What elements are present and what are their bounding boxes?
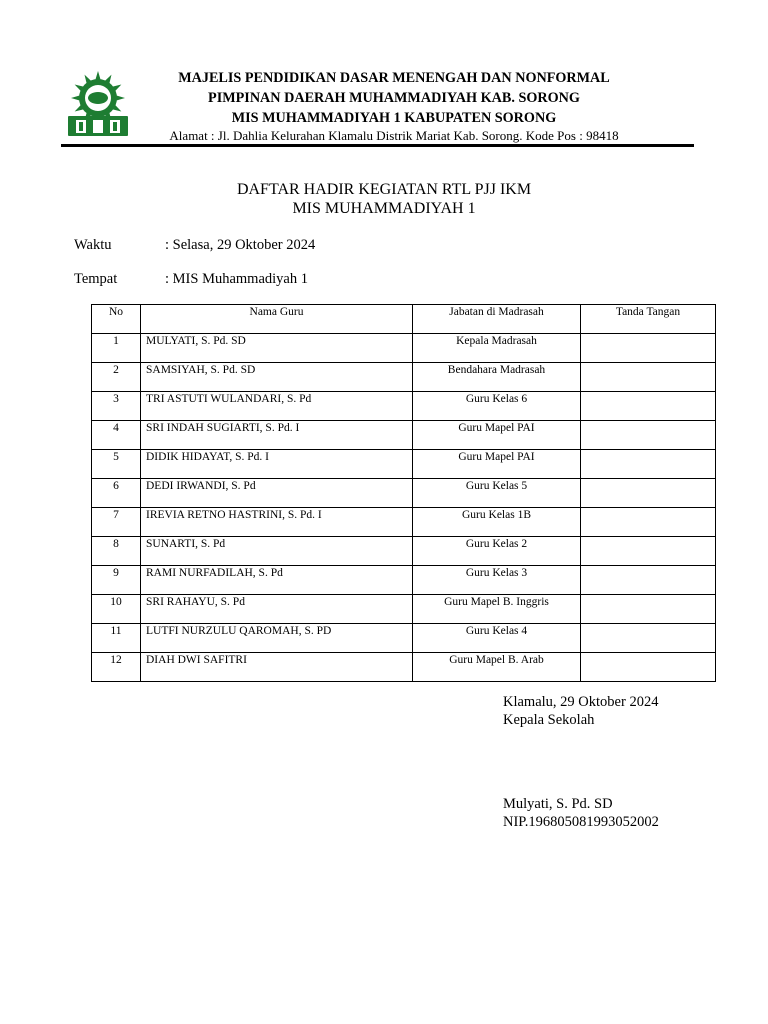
table-row: [92, 450, 716, 479]
col-header-job: Jabatan di Madrasah: [413, 305, 581, 334]
table-row: [92, 566, 716, 595]
col-header-sign: Tanda Tangan: [581, 305, 716, 334]
table-row: [92, 653, 716, 682]
row-no: 6: [92, 479, 141, 508]
waktu-value: : Selasa, 29 Oktober 2024: [165, 237, 316, 253]
row-no: 1: [92, 334, 141, 363]
col-header-name: Nama Guru: [141, 305, 413, 334]
table-row: [92, 479, 716, 508]
title-line-2: MIS MUHAMMADIYAH 1: [292, 200, 476, 217]
row-signature-cell: [581, 624, 716, 653]
attendance-table: [91, 304, 716, 682]
row-signature-cell: [581, 479, 716, 508]
row-job: Kepala Madrasah: [413, 334, 581, 363]
row-signature-cell: [581, 595, 716, 624]
row-job: Guru Mapel PAI: [413, 450, 581, 479]
table-row: [92, 392, 716, 421]
table-row: [92, 421, 716, 450]
row-signature-cell: [581, 392, 716, 421]
letterhead-line-1: MAJELIS PENDIDIKAN DASAR MENENGAH DAN NONFORMAL: [178, 70, 610, 86]
row-job: Guru Kelas 3: [413, 566, 581, 595]
row-name: SRI INDAH SUGIARTI, S. Pd. I: [141, 421, 413, 450]
row-name: DIAH DWI SAFITRI: [141, 653, 413, 682]
row-name: TRI ASTUTI WULANDARI, S. Pd: [141, 392, 413, 421]
document-title: [0, 180, 768, 218]
signature-identity: [503, 795, 659, 831]
row-name: IREVIA RETNO HASTRINI, S. Pd. I: [141, 508, 413, 537]
muhammadiyah-logo-icon: [64, 68, 132, 138]
row-no: 8: [92, 537, 141, 566]
row-job: Guru Kelas 1B: [413, 508, 581, 537]
letterhead: [140, 68, 648, 144]
logo-ray: [71, 95, 81, 101]
row-no: 12: [92, 653, 141, 682]
row-name: DEDI IRWANDI, S. Pd: [141, 479, 413, 508]
row-signature-cell: [581, 363, 716, 392]
row-no: 7: [92, 508, 141, 537]
signature-block: [503, 693, 658, 729]
tempat-value: : MIS Muhammadiyah 1: [165, 271, 308, 287]
table-body: [92, 334, 716, 682]
row-job: Guru Mapel B. Arab: [413, 653, 581, 682]
title-line-1: DAFTAR HADIR KEGIATAN RTL PJJ IKM: [236, 181, 532, 198]
row-signature-cell: [581, 537, 716, 566]
logo-ray: [115, 95, 125, 101]
row-job: Bendahara Madrasah: [413, 363, 581, 392]
table-row: [92, 624, 716, 653]
logo-ray: [95, 71, 101, 81]
row-signature-cell: [581, 450, 716, 479]
row-name: RAMI NURFADILAH, S. Pd: [141, 566, 413, 595]
row-job: Guru Kelas 6: [413, 392, 581, 421]
row-name: DIDIK HIDAYAT, S. Pd. I: [141, 450, 413, 479]
table-header-row: [92, 305, 716, 334]
letterhead-address: Alamat : Jl. Dahlia Kelurahan Klamalu Distrik Mariat Kab. Sorong. Kode Pos : 98418: [169, 128, 619, 143]
row-no: 11: [92, 624, 141, 653]
row-name: SRI RAHAYU, S. Pd: [141, 595, 413, 624]
row-signature-cell: [581, 334, 716, 363]
letterhead-divider: [61, 144, 694, 147]
row-no: 5: [92, 450, 141, 479]
signature-name: Mulyati, S. Pd. SD: [503, 796, 613, 812]
row-no: 3: [92, 392, 141, 421]
row-job: Guru Mapel PAI: [413, 421, 581, 450]
waktu-label: Waktu: [74, 237, 112, 253]
row-name: MULYATI, S. Pd. SD: [141, 334, 413, 363]
row-no: 4: [92, 421, 141, 450]
table-row: [92, 334, 716, 363]
table-row: [92, 537, 716, 566]
row-job: Guru Kelas 5: [413, 479, 581, 508]
letterhead-line-3: MIS MUHAMMADIYAH 1 KABUPATEN SORONG: [231, 110, 557, 126]
row-signature-cell: [581, 421, 716, 450]
row-job: Guru Kelas 2: [413, 537, 581, 566]
signature-role: Kepala Sekolah: [503, 712, 595, 728]
signature-place-date: Klamalu, 29 Oktober 2024: [503, 694, 659, 710]
row-name: LUTFI NURZULU QAROMAH, S. PD: [141, 624, 413, 653]
table-row: [92, 508, 716, 537]
col-header-no: No: [92, 305, 141, 334]
row-signature-cell: [581, 566, 716, 595]
row-name: SAMSIYAH, S. Pd. SD: [141, 363, 413, 392]
row-no: 2: [92, 363, 141, 392]
table-row: [92, 595, 716, 624]
tempat-label: Tempat: [74, 271, 118, 287]
row-signature-cell: [581, 653, 716, 682]
row-no: 10: [92, 595, 141, 624]
letterhead-line-2: PIMPINAN DAERAH MUHAMMADIYAH KAB. SORONG: [208, 90, 580, 106]
row-job: Guru Kelas 4: [413, 624, 581, 653]
row-no: 9: [92, 566, 141, 595]
signature-nip: NIP.196805081993052002: [503, 814, 659, 830]
row-name: SUNARTI, S. Pd: [141, 537, 413, 566]
row-job: Guru Mapel B. Inggris: [413, 595, 581, 624]
row-signature-cell: [581, 508, 716, 537]
table-row: [92, 363, 716, 392]
